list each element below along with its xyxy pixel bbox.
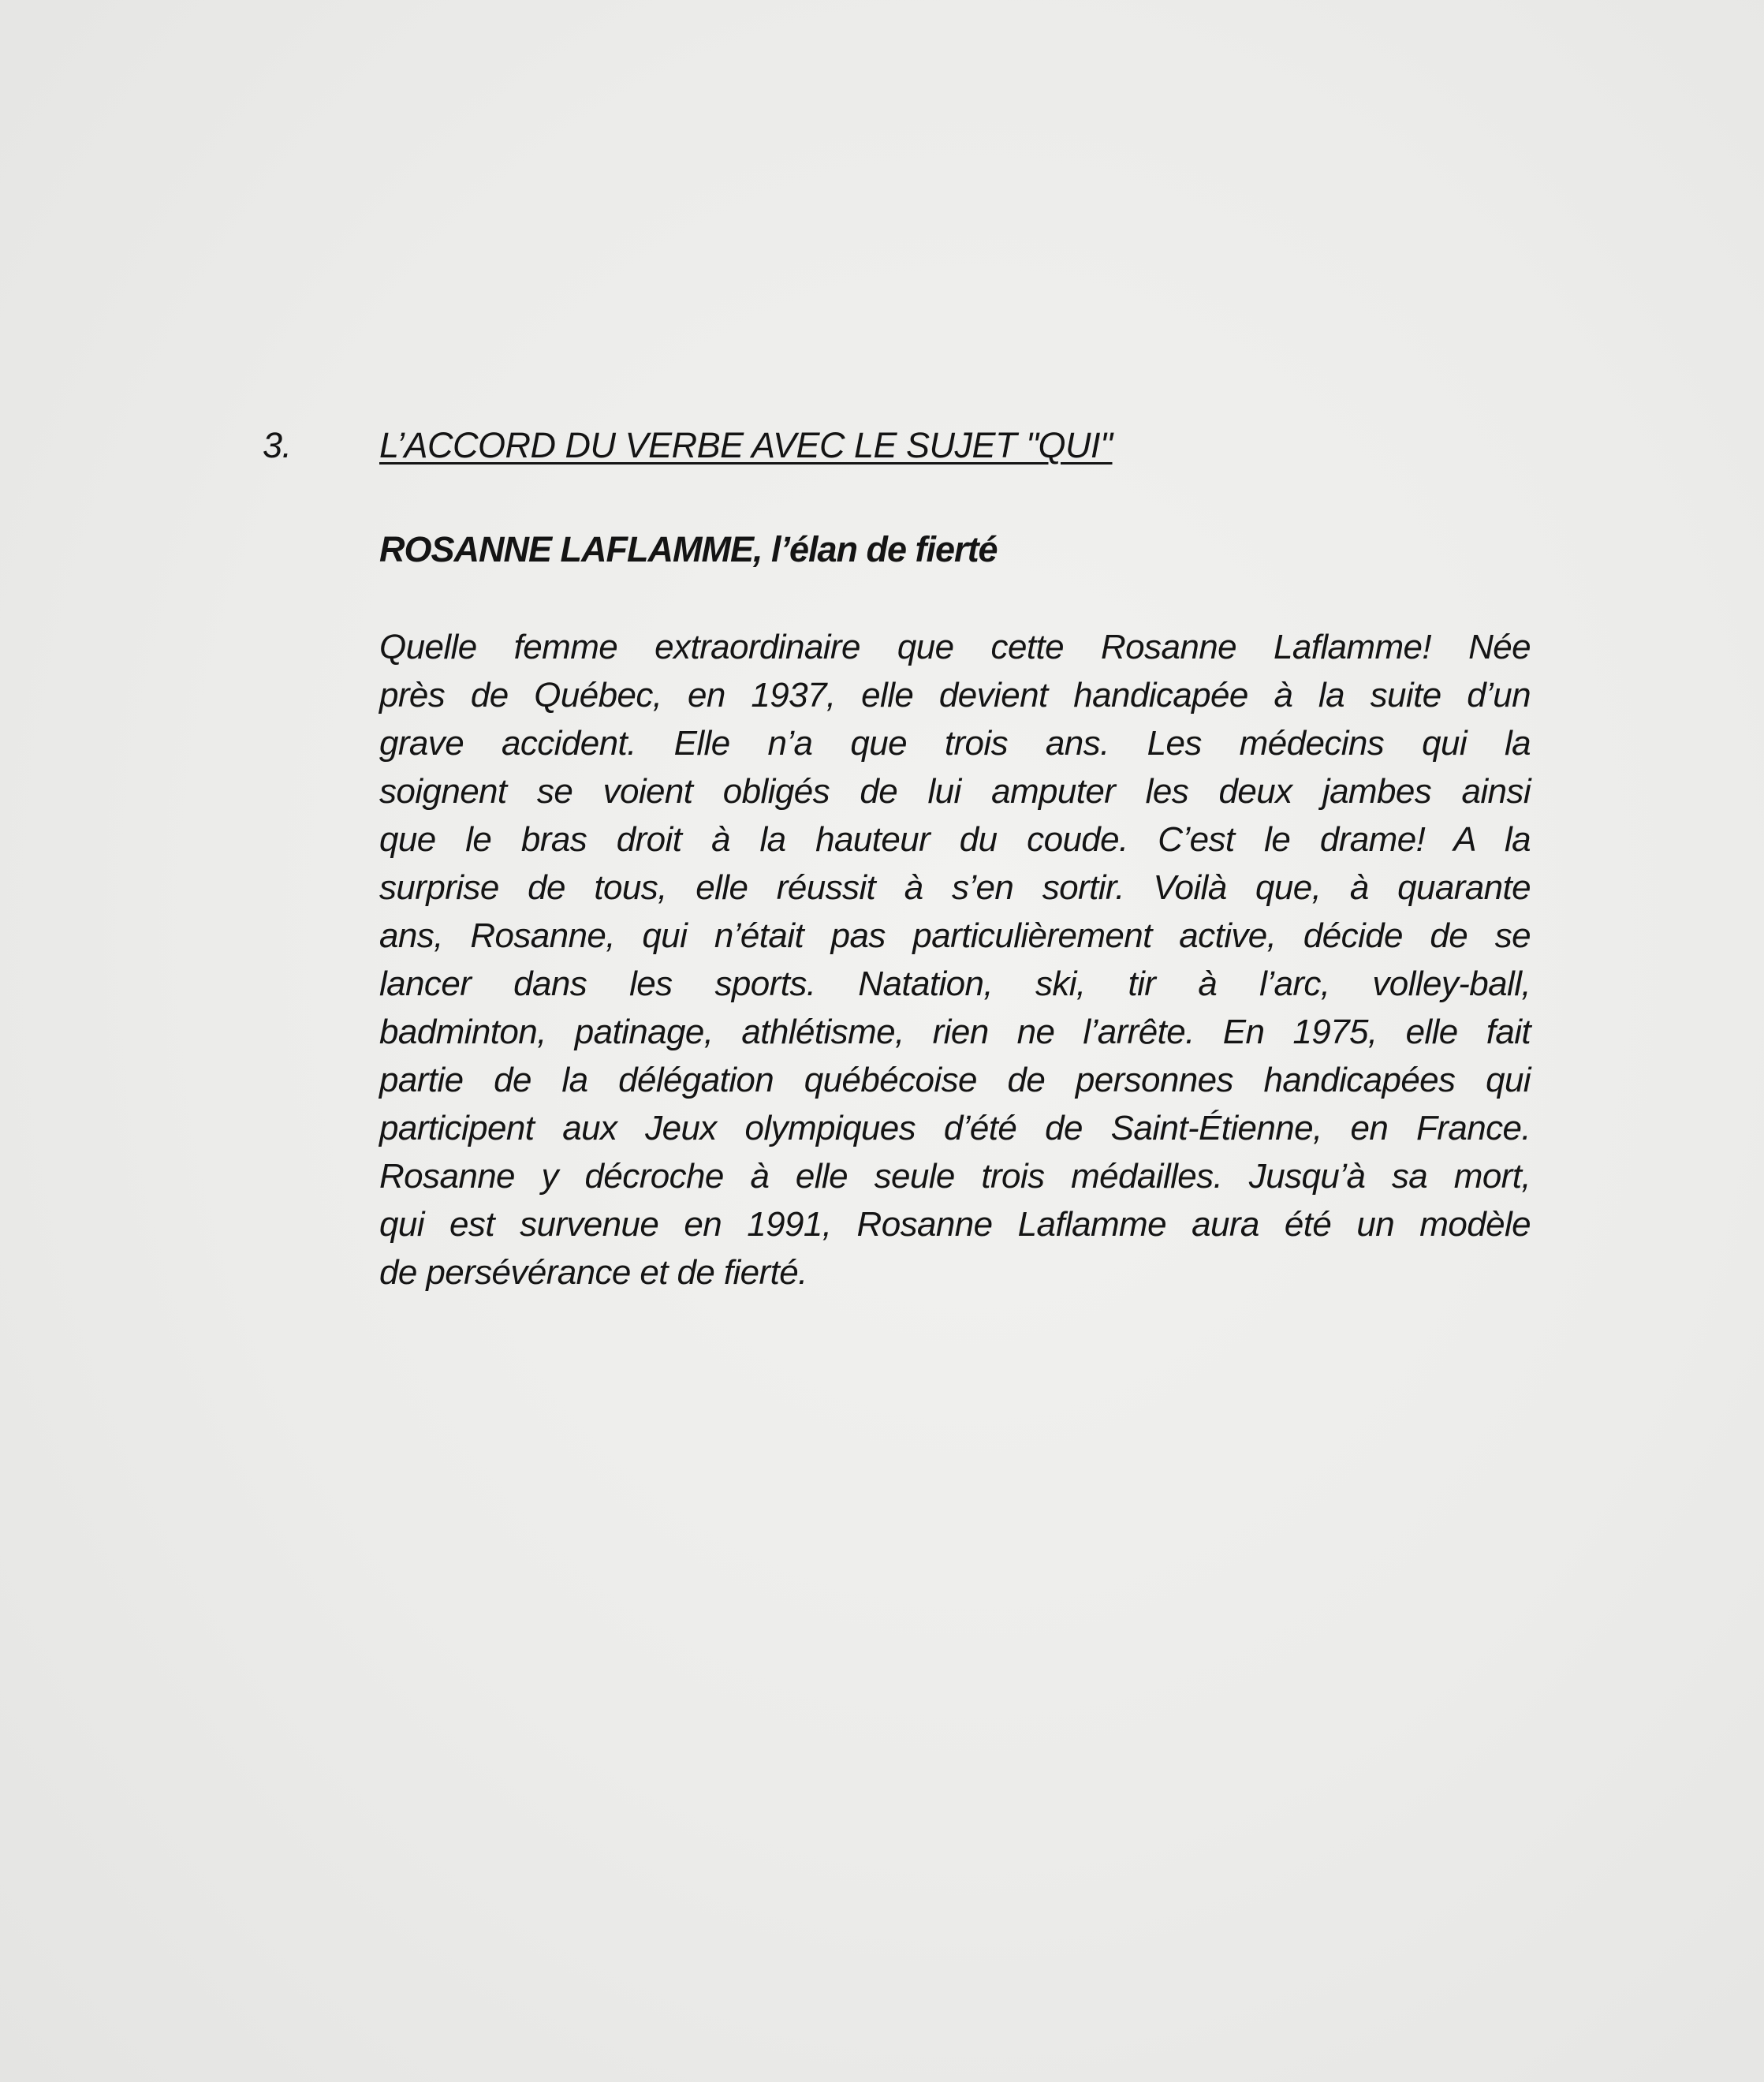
paragraph-line: soignent se voient obligés de lui amputer les deux jambes ainsi — [379, 772, 1531, 811]
paragraph-line: ans, Rosanne, qui n’était pas particulièrement active, décide de se — [379, 916, 1531, 955]
paragraph-line: surprise de tous, elle réussit à s’en sortir. Voilà que, à quarante — [379, 868, 1531, 907]
paragraph-line: que le bras droit à la hauteur du coude. C’est le drame! A la — [379, 820, 1531, 859]
section-number: 3. — [263, 425, 292, 465]
paragraph-line: partie de la délégation québécoise de personnes handicapées qui — [379, 1061, 1531, 1099]
paragraph-line: près de Québec, en 1937, elle devient handicapée à la suite d’un — [379, 676, 1531, 715]
paragraph-line: de persévérance et de fierté. — [379, 1253, 807, 1292]
paragraph-line: Rosanne y décroche à elle seule trois médailles. Jusqu’à sa mort, — [379, 1157, 1531, 1196]
paragraph-line: participent aux Jeux olympiques d’été de Saint-Étienne, en France. — [379, 1109, 1531, 1147]
section-title: L’ACCORD DU VERBE AVEC LE SUJET "QUI" — [379, 425, 1113, 465]
paragraph-line: grave accident. Elle n’a que trois ans. Les médecins qui la — [379, 724, 1531, 763]
article-paragraph — [379, 623, 1531, 1297]
paragraph-line: badminton, patinage, athlétisme, rien ne l’arrête. En 1975, elle fait — [379, 1013, 1531, 1051]
article-subtitle: ROSANNE LAFLAMME, l’élan de fierté — [379, 529, 998, 569]
paragraph-line: Quelle femme extraordinaire que cette Rosanne Laflamme! Née — [379, 628, 1531, 666]
section-heading — [263, 418, 1367, 473]
paragraph-line: qui est survenue en 1991, Rosanne Laflamme aura été un modèle — [379, 1205, 1531, 1244]
paragraph-line: lancer dans les sports. Natation, ski, tir à l’arc, volley-ball, — [379, 965, 1531, 1003]
